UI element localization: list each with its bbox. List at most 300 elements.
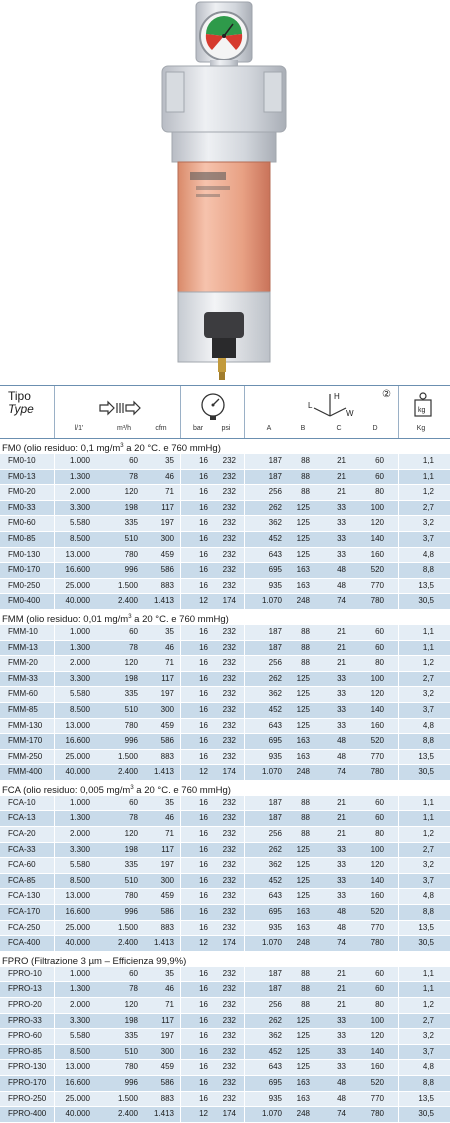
cell-dim-b: 88 <box>301 813 310 823</box>
dim-letter-w: W <box>346 409 354 418</box>
cell-flow-lmin: 40.000 <box>65 767 90 777</box>
cell-dim-c: 21 <box>337 968 346 978</box>
cell-pressure-psi: 232 <box>222 813 236 823</box>
cell-dim-c: 48 <box>337 1093 346 1103</box>
cell-model: FCA-13 <box>8 813 36 823</box>
cell-flow-lmin: 1.000 <box>69 968 90 978</box>
cell-pressure-bar: 16 <box>199 829 208 839</box>
cell-dim-c: 48 <box>337 736 346 746</box>
cell-dim-c: 48 <box>337 751 346 761</box>
cell-pressure-psi: 232 <box>222 626 236 636</box>
cell-dim-b: 163 <box>296 922 310 932</box>
cell-dim-c: 33 <box>337 549 346 559</box>
cell-dim-c: 48 <box>337 565 346 575</box>
cell-dim-a: 452 <box>268 704 282 714</box>
cell-pressure-psi: 232 <box>222 689 236 699</box>
section-title-rest: a 20 °C. e 760 mmHg) <box>123 443 221 454</box>
cell-flow-m3h: 120 <box>124 487 138 497</box>
cell-pressure-bar: 16 <box>199 797 208 807</box>
cell-flow-m3h: 60 <box>129 626 138 636</box>
table-row <box>0 1045 450 1061</box>
cell-dim-a: 452 <box>268 875 282 885</box>
cell-flow-m3h: 996 <box>124 565 138 575</box>
cell-weight-kg: 30,5 <box>418 938 434 948</box>
cell-dim-a: 1.070 <box>261 938 282 948</box>
cell-flow-m3h: 2.400 <box>117 767 138 777</box>
section-title-main: FCA (olio residuo: 0,005 mg/m <box>2 785 131 796</box>
cell-weight-kg: 4,8 <box>422 1062 434 1072</box>
cell-dim-a: 452 <box>268 533 282 543</box>
cell-dim-c: 33 <box>337 704 346 714</box>
cell-pressure-bar: 16 <box>199 1093 208 1103</box>
cell-pressure-bar: 16 <box>199 502 208 512</box>
cell-flow-m3h: 335 <box>124 1031 138 1041</box>
cell-flow-cfm: 300 <box>160 875 174 885</box>
cell-dim-d: 520 <box>370 565 384 575</box>
table-row <box>0 687 450 703</box>
weight-icon-label: kg <box>418 407 426 414</box>
cell-dim-a: 362 <box>268 860 282 870</box>
cell-dim-b: 88 <box>301 487 310 497</box>
cell-flow-cfm: 197 <box>160 1031 174 1041</box>
weight-icon <box>412 392 434 418</box>
cell-pressure-bar: 16 <box>199 704 208 714</box>
cell-model: FCA-170 <box>8 907 41 917</box>
cell-weight-kg: 13,5 <box>418 922 434 932</box>
section-title <box>0 610 450 625</box>
cell-dim-b: 163 <box>296 751 310 761</box>
dimensions-icon <box>300 390 360 424</box>
cell-model: FMM-33 <box>8 673 38 683</box>
cell-pressure-bar: 12 <box>199 596 208 606</box>
cell-flow-cfm: 71 <box>165 829 174 839</box>
cell-flow-m3h: 780 <box>124 891 138 901</box>
cell-dim-c: 33 <box>337 1062 346 1072</box>
cell-dim-d: 780 <box>370 938 384 948</box>
cell-dim-d: 60 <box>375 813 384 823</box>
cell-flow-lmin: 16.600 <box>65 1077 90 1087</box>
cell-pressure-psi: 232 <box>222 829 236 839</box>
cell-dim-a: 643 <box>268 549 282 559</box>
cell-flow-cfm: 883 <box>160 580 174 590</box>
table-row <box>0 843 450 859</box>
cell-dim-c: 21 <box>337 456 346 465</box>
cell-pressure-bar: 16 <box>199 875 208 885</box>
cell-flow-m3h: 2.400 <box>117 938 138 948</box>
cell-flow-cfm: 1.413 <box>153 938 174 948</box>
cell-pressure-psi: 232 <box>222 1062 236 1072</box>
cell-dim-b: 125 <box>296 673 310 683</box>
cell-flow-cfm: 1.413 <box>153 1109 174 1119</box>
unit-m3h: m³/h <box>117 425 131 432</box>
cell-flow-lmin: 2.000 <box>69 658 90 668</box>
cell-weight-kg: 1,2 <box>422 829 434 839</box>
cell-flow-lmin: 1.300 <box>69 984 90 994</box>
cell-dim-b: 88 <box>301 642 310 652</box>
cell-flow-lmin: 13.000 <box>65 720 90 730</box>
cell-model: FM0-33 <box>8 502 36 512</box>
cell-dim-d: 60 <box>375 626 384 636</box>
cell-flow-m3h: 78 <box>129 642 138 652</box>
cell-flow-cfm: 117 <box>161 673 174 683</box>
cell-weight-kg: 1,1 <box>422 642 434 652</box>
filter-product-photo <box>0 0 450 385</box>
cell-flow-cfm: 459 <box>160 1062 174 1072</box>
cell-dim-b: 88 <box>301 456 310 465</box>
cell-pressure-psi: 232 <box>222 580 236 590</box>
cell-flow-cfm: 1.413 <box>153 767 174 777</box>
table-row <box>0 796 450 812</box>
cell-pressure-bar: 16 <box>199 1077 208 1087</box>
cell-dim-d: 160 <box>370 549 384 559</box>
cell-pressure-psi: 232 <box>222 797 236 807</box>
pressure-gauge-icon <box>196 2 252 62</box>
cell-dim-d: 770 <box>370 751 384 761</box>
cell-pressure-psi: 232 <box>222 907 236 917</box>
unit-kg: Kg <box>416 425 426 432</box>
cell-dim-b: 125 <box>296 860 310 870</box>
cell-dim-b: 163 <box>296 736 310 746</box>
cell-model: FCA-250 <box>8 922 41 932</box>
cell-pressure-psi: 232 <box>222 1031 236 1041</box>
cell-dim-d: 520 <box>370 736 384 746</box>
cell-dim-a: 187 <box>268 797 282 807</box>
cell-weight-kg: 1,1 <box>422 968 434 978</box>
cell-dim-b: 248 <box>296 596 310 606</box>
cell-flow-cfm: 117 <box>161 502 174 512</box>
cell-dim-d: 60 <box>375 642 384 652</box>
cell-pressure-bar: 16 <box>199 487 208 497</box>
cell-pressure-bar: 16 <box>199 1000 208 1009</box>
cell-model: FPRO-250 <box>8 1093 47 1103</box>
table-row <box>0 625 450 641</box>
cell-dim-c: 33 <box>337 720 346 730</box>
cell-dim-c: 21 <box>337 813 346 823</box>
cell-dim-b: 248 <box>296 767 310 777</box>
table-row <box>0 921 450 937</box>
cell-flow-m3h: 120 <box>124 658 138 668</box>
cell-dim-b: 88 <box>301 829 310 839</box>
cell-model: FM0-20 <box>8 487 36 497</box>
cell-pressure-bar: 16 <box>199 565 208 575</box>
cell-model: FMM-60 <box>8 689 38 699</box>
cell-dim-d: 100 <box>370 1015 384 1025</box>
cell-flow-lmin: 2.000 <box>69 829 90 839</box>
cell-dim-b: 163 <box>296 580 310 590</box>
cell-model: FMM-170 <box>8 736 43 746</box>
unit-b: B <box>300 425 306 432</box>
cell-dim-a: 262 <box>268 673 282 683</box>
cell-dim-a: 452 <box>268 1046 282 1056</box>
cell-dim-a: 187 <box>268 642 282 652</box>
cell-dim-d: 780 <box>370 767 384 777</box>
table-row <box>0 1060 450 1076</box>
cell-dim-c: 74 <box>337 1109 346 1119</box>
cell-flow-cfm: 459 <box>160 891 174 901</box>
cell-flow-cfm: 71 <box>165 487 174 497</box>
unit-d: D <box>372 425 378 432</box>
table-row <box>0 874 450 890</box>
table-row <box>0 579 450 595</box>
section-title-rest: a 20 °C. e 760 mmHg) <box>133 785 231 796</box>
cell-dim-a: 362 <box>268 1031 282 1041</box>
cell-model: FMM-13 <box>8 642 38 652</box>
table-row <box>0 703 450 719</box>
cell-flow-lmin: 40.000 <box>65 1109 90 1119</box>
cell-pressure-bar: 16 <box>199 751 208 761</box>
cell-pressure-bar: 12 <box>199 767 208 777</box>
cell-flow-m3h: 1.500 <box>117 580 138 590</box>
cell-pressure-bar: 16 <box>199 984 208 994</box>
table-row <box>0 1107 450 1123</box>
cell-weight-kg: 2,7 <box>422 673 434 683</box>
cell-flow-cfm: 586 <box>160 1077 174 1087</box>
cell-flow-m3h: 510 <box>124 875 138 885</box>
cell-dim-d: 780 <box>370 1109 384 1119</box>
cell-dim-a: 1.070 <box>261 767 282 777</box>
cell-dim-c: 48 <box>337 907 346 917</box>
cell-flow-lmin: 40.000 <box>65 938 90 948</box>
section-title-rest: a 20 °C. e 760 mmHg) <box>131 614 229 625</box>
table-row <box>0 967 450 983</box>
cell-dim-a: 262 <box>268 502 282 512</box>
cell-flow-lmin: 13.000 <box>65 891 90 901</box>
cell-dim-a: 187 <box>268 968 282 978</box>
table-row <box>0 936 450 952</box>
table-row <box>0 470 450 486</box>
cell-flow-m3h: 2.400 <box>117 596 138 606</box>
cell-flow-lmin: 16.600 <box>65 907 90 917</box>
cell-dim-b: 163 <box>296 1093 310 1103</box>
cell-pressure-bar: 16 <box>199 907 208 917</box>
cell-dim-a: 187 <box>268 456 282 465</box>
cell-weight-kg: 1,2 <box>422 658 434 668</box>
cell-flow-cfm: 883 <box>160 751 174 761</box>
cell-weight-kg: 3,7 <box>422 533 434 543</box>
cell-dim-c: 33 <box>337 875 346 885</box>
cell-dim-a: 262 <box>268 1015 282 1025</box>
cell-flow-m3h: 335 <box>124 689 138 699</box>
table-row <box>0 750 450 766</box>
cell-pressure-bar: 16 <box>199 518 208 528</box>
cell-dim-b: 163 <box>296 565 310 575</box>
cell-flow-lmin: 25.000 <box>65 751 90 761</box>
cell-dim-b: 88 <box>301 797 310 807</box>
cell-dim-a: 362 <box>268 518 282 528</box>
cell-model: FCA-60 <box>8 860 36 870</box>
cell-flow-m3h: 1.500 <box>117 922 138 932</box>
cell-flow-lmin: 13.000 <box>65 1062 90 1072</box>
cell-weight-kg: 1,1 <box>422 813 434 823</box>
cell-weight-kg: 13,5 <box>418 580 434 590</box>
cell-flow-lmin: 5.580 <box>69 518 90 528</box>
cell-model: FCA-33 <box>8 844 36 854</box>
section-title-main: FMM (olio residuo: 0,01 mg/m <box>2 614 129 625</box>
cell-model: FMM-20 <box>8 658 38 668</box>
cell-weight-kg: 8,8 <box>422 1077 434 1087</box>
cell-model: FM0-130 <box>8 549 41 559</box>
table-row <box>0 998 450 1014</box>
cell-weight-kg: 1,2 <box>422 487 434 497</box>
cell-model: FM0-13 <box>8 471 36 481</box>
cell-dim-c: 21 <box>337 626 346 636</box>
cell-flow-m3h: 2.400 <box>117 1109 138 1119</box>
cell-dim-d: 120 <box>370 860 384 870</box>
pressure-icon <box>200 392 226 420</box>
cell-pressure-psi: 232 <box>222 1077 236 1087</box>
cell-dim-a: 1.070 <box>261 1109 282 1119</box>
cell-dim-a: 256 <box>268 487 282 497</box>
cell-dim-b: 125 <box>296 533 310 543</box>
cell-flow-lmin: 5.580 <box>69 689 90 699</box>
cell-weight-kg: 13,5 <box>418 1093 434 1103</box>
cell-pressure-bar: 16 <box>199 736 208 746</box>
table-row <box>0 656 450 672</box>
cell-dim-c: 48 <box>337 922 346 932</box>
cell-flow-cfm: 46 <box>165 984 174 994</box>
cell-dim-b: 248 <box>296 1109 310 1119</box>
cell-flow-m3h: 198 <box>124 1015 138 1025</box>
cell-flow-lmin: 25.000 <box>65 1093 90 1103</box>
cell-flow-cfm: 459 <box>160 720 174 730</box>
table-row <box>0 1014 450 1030</box>
cell-flow-cfm: 197 <box>160 860 174 870</box>
cell-flow-lmin: 3.300 <box>69 673 90 683</box>
cell-pressure-psi: 232 <box>222 487 236 497</box>
cell-flow-lmin: 16.600 <box>65 736 90 746</box>
cell-dim-b: 88 <box>301 471 310 481</box>
cell-pressure-bar: 12 <box>199 1109 208 1119</box>
spec-table <box>0 385 450 1123</box>
cell-flow-m3h: 996 <box>124 907 138 917</box>
cell-flow-cfm: 117 <box>161 1015 174 1025</box>
cell-flow-lmin: 3.300 <box>69 844 90 854</box>
cell-pressure-bar: 16 <box>199 580 208 590</box>
cell-dim-a: 935 <box>268 1093 282 1103</box>
cell-model: FMM-250 <box>8 751 43 761</box>
cell-weight-kg: 3,2 <box>422 860 434 870</box>
cell-weight-kg: 3,2 <box>422 1031 434 1041</box>
cell-pressure-psi: 174 <box>222 767 236 777</box>
cell-dim-a: 695 <box>268 1077 282 1087</box>
cell-weight-kg: 3,7 <box>422 704 434 714</box>
cell-model: FM0-250 <box>8 580 41 590</box>
section-title <box>0 952 450 967</box>
cell-dim-d: 770 <box>370 922 384 932</box>
cell-dim-c: 74 <box>337 596 346 606</box>
cell-dim-c: 21 <box>337 471 346 481</box>
cell-dim-c: 21 <box>337 658 346 668</box>
cell-flow-lmin: 8.500 <box>69 533 90 543</box>
cell-dim-a: 187 <box>268 813 282 823</box>
cell-model: FMM-10 <box>8 626 38 636</box>
cell-dim-b: 125 <box>296 549 310 559</box>
cell-flow-cfm: 300 <box>160 533 174 543</box>
cell-weight-kg: 2,7 <box>422 1015 434 1025</box>
cell-weight-kg: 1,1 <box>422 456 434 465</box>
cell-flow-lmin: 1.300 <box>69 642 90 652</box>
cell-dim-b: 163 <box>296 907 310 917</box>
cell-pressure-bar: 16 <box>199 891 208 901</box>
cell-flow-cfm: 300 <box>160 704 174 714</box>
cell-dim-c: 33 <box>337 533 346 543</box>
cell-dim-a: 262 <box>268 844 282 854</box>
cell-dim-b: 125 <box>296 720 310 730</box>
cell-dim-a: 187 <box>268 984 282 994</box>
unit-lmin: l/1' <box>74 425 84 432</box>
cell-model: FMM-130 <box>8 720 43 730</box>
cell-pressure-psi: 174 <box>222 938 236 948</box>
cell-pressure-bar: 16 <box>199 922 208 932</box>
cell-dim-a: 1.070 <box>261 596 282 606</box>
cell-dim-b: 125 <box>296 704 310 714</box>
cell-flow-m3h: 510 <box>124 533 138 543</box>
cell-model: FPRO-400 <box>8 1109 47 1119</box>
cell-dim-c: 33 <box>337 502 346 512</box>
cell-flow-lmin: 16.600 <box>65 565 90 575</box>
cell-dim-c: 33 <box>337 689 346 699</box>
cell-dim-b: 125 <box>296 502 310 512</box>
cell-model: FPRO-60 <box>8 1031 42 1041</box>
table-row <box>0 982 450 998</box>
cell-flow-lmin: 2.000 <box>69 1000 90 1009</box>
cell-flow-m3h: 78 <box>129 813 138 823</box>
cell-pressure-psi: 232 <box>222 673 236 683</box>
cell-dim-d: 80 <box>375 829 384 839</box>
cell-pressure-bar: 16 <box>199 673 208 683</box>
cell-flow-lmin: 1.000 <box>69 456 90 465</box>
cell-flow-cfm: 586 <box>160 736 174 746</box>
cell-model: FPRO-20 <box>8 1000 42 1009</box>
cell-dim-b: 125 <box>296 1062 310 1072</box>
cell-weight-kg: 30,5 <box>418 1109 434 1119</box>
cell-dim-b: 125 <box>296 689 310 699</box>
cell-weight-kg: 2,7 <box>422 502 434 512</box>
type-header <box>8 390 38 434</box>
cell-dim-d: 780 <box>370 596 384 606</box>
cell-weight-kg: 8,8 <box>422 907 434 917</box>
cell-dim-a: 256 <box>268 1000 282 1009</box>
tipo-label: Tipo <box>8 389 31 403</box>
cell-dim-d: 140 <box>370 1046 384 1056</box>
cell-dim-d: 80 <box>375 658 384 668</box>
cell-pressure-psi: 232 <box>222 518 236 528</box>
cell-flow-cfm: 883 <box>160 1093 174 1103</box>
unit-bar: bar <box>192 425 204 432</box>
cell-pressure-psi: 232 <box>222 844 236 854</box>
cell-dim-c: 48 <box>337 1077 346 1087</box>
cell-dim-d: 140 <box>370 533 384 543</box>
cell-flow-cfm: 46 <box>165 471 174 481</box>
cell-dim-d: 770 <box>370 580 384 590</box>
cell-flow-m3h: 996 <box>124 736 138 746</box>
cell-pressure-bar: 16 <box>199 1015 208 1025</box>
cell-weight-kg: 13,5 <box>418 751 434 761</box>
cell-dim-c: 21 <box>337 642 346 652</box>
dim-letter-h: H <box>334 392 340 401</box>
cell-pressure-psi: 232 <box>222 471 236 481</box>
cell-model: FCA-85 <box>8 875 36 885</box>
cell-pressure-bar: 16 <box>199 471 208 481</box>
section-title-sup: 3 <box>120 443 124 449</box>
cell-dim-c: 21 <box>337 797 346 807</box>
cell-flow-m3h: 198 <box>124 502 138 512</box>
cell-flow-m3h: 120 <box>124 1000 138 1009</box>
cell-dim-d: 160 <box>370 720 384 730</box>
table-row <box>0 563 450 579</box>
cell-pressure-psi: 232 <box>222 565 236 575</box>
cell-dim-a: 643 <box>268 720 282 730</box>
